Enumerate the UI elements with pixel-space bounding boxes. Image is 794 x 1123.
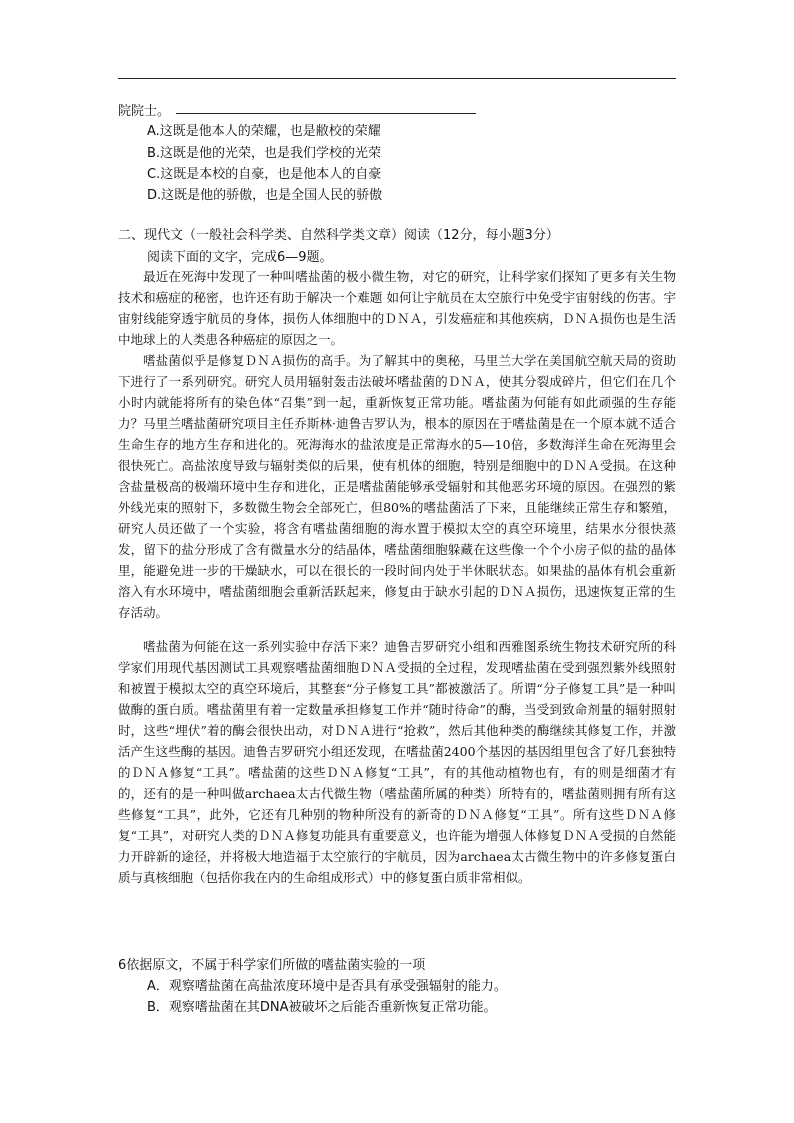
option-c: C.这既是本校的自豪，也是他本人的自豪 [147,167,382,182]
option-b: B.这既是他的光荣，也是我们学校的光荣 [147,146,382,161]
option-d: D.这既是他的骄傲，也是全国人民的骄傲 [147,188,383,203]
option-a: A.这既是他本人的荣耀，也是敝校的荣耀 [147,124,381,139]
reading-instruction: 阅读下面的文字，完成6—9题。 [147,250,333,265]
answer-blank-line [176,113,476,114]
passage-paragraph-1: 最近在死海中发现了一种叫嗜盐菌的极小微生物，对它的研究，让科学家们探知了更多有关生物技术和癌症的秘密，也许还有助于解决一个难题 如何让宇航员在太空旅行中免受宇宙射线的伤害。宇宙射线能穿透宇航员的身体，损伤人体细胞中的ＤＮＡ，引发癌症和其他疾病，ＤＮＡ损伤也是生活中地球上的人类患各种癌症的原因之一。 [118,269,676,347]
question-6-option-b: B．观察嗜盐菌在其DNA被破坏之后能否重新恢复正常功能。 [147,1000,497,1015]
page-top-rule [118,78,676,79]
passage-paragraph-2: 嗜盐菌似乎是修复ＤＮＡ损伤的高手。为了解其中的奥秘，马里兰大学在美国航空航天局的资助下进行了一系列研究。研究人员用辐射轰击法破坏嗜盐菌的ＤＮＡ，使其分裂成碎片，但它们在几个小时内就能将所有的染色体“召集”到一起，重新恢复正常功能。嗜盐菌为何能有如此顽强的生存能力？马里兰嗜盐菌研究项目主任乔斯林·迪鲁吉罗认为，根本的原因在于嗜盐菌是在一个原本就不适合生命生存的地方生存和进化的。死海海水的盐浓度是正常海水的5—10倍，多数海洋生命在死海里会很快死亡。高盐浓度导致与辐射类似的后果，使有机体的细胞，特别是细胞中的ＤＮＡ受损。在这种含盐量极高的极端环境中生存和进化，正是嗜盐菌能够承受辐射和其他恶劣环境的原因。在强烈的紫外线光束的照射下，多数微生物会全部死亡，但80%的嗜盐菌活了下来，且能继续正常生存和繁殖，研究人员还做了一个实验，将含有嗜盐菌细胞的海水置于模拟太空的真空环境里，结果水分很快蒸发，留下的盐分形成了含有微量水分的结晶体，嗜盐菌细胞躲藏在这些像一个个小房子似的盐的晶体里，能避免进一步的干燥缺水，可以在很长的一段时间内处于半休眠状态。如果盐的晶体有机会重新溶入有水环境中，嗜盐菌细胞会重新活跃起来，修复由于缺水引起的ＤＮＡ损伤，迅速恢复正常的生存活动。 [118,353,676,620]
question-6-option-a: A．观察嗜盐菌在高盐浓度环境中是否具有承受强辐射的能力。 [147,979,507,994]
question5-tail-text: 院院士。 [118,104,171,119]
section-heading: 二、现代文（一般社会科学类、自然科学类文章）阅读（12分，每小题3分） [118,228,559,243]
passage-paragraph-3: 嗜盐菌为何能在这一系列实验中存活下来？迪鲁吉罗研究小组和西雅图系统生物技术研究所的科学家们用现代基因测试工具观察嗜盐菌细胞ＤＮＡ受损的全过程，发现嗜盐菌在受到强烈紫外线照射和被置于模拟太空的真空环境后，其整套“分子修复工具”都被激活了。所谓“分子修复工具”是一种叫做酶的蛋白质。嗜盐菌里有着一定数量承担修复工作并“随时待命”的酶，当受到致命剂量的辐射照射时，这些“埋伏”着的酶会很快出动，对ＤＮＡ进行“抢救”，然后其他种类的酶继续其修复工作，并激活产生这些酶的基因。迪鲁吉罗研究小组还发现，在嗜盐菌2400个基因的基因组里包含了好几套独特的ＤＮＡ修复“工具”。嗜盐菌的这些ＤＮＡ修复“工具”，有的其他动植物也有，有的则是细菌才有的，还有的是一种叫做archaea太古代微生物（嗜盐菌所属的种类）所特有的，嗜盐菌则拥有所有这些修复“工具”，此外，它还有几种别的物种所没有的新奇的ＤＮＡ修复“工具”。所有这些ＤＮＡ修复“工具”，对研究人类的ＤＮＡ修复功能具有重要意义，也许能为增强人体修复ＤＮＡ受损的自然能力开辟新的途径，并将极大地造福于太空旅行的宇航员，因为archaea太古微生物中的许多修复蛋白质与真核细胞（包括你我在内的生命组成形式）中的修复蛋白质非常相似。 [118,639,676,885]
question-6-stem: 6依据原文，不属于科学家们所做的嗜盐菌实验的一项 [118,958,426,973]
